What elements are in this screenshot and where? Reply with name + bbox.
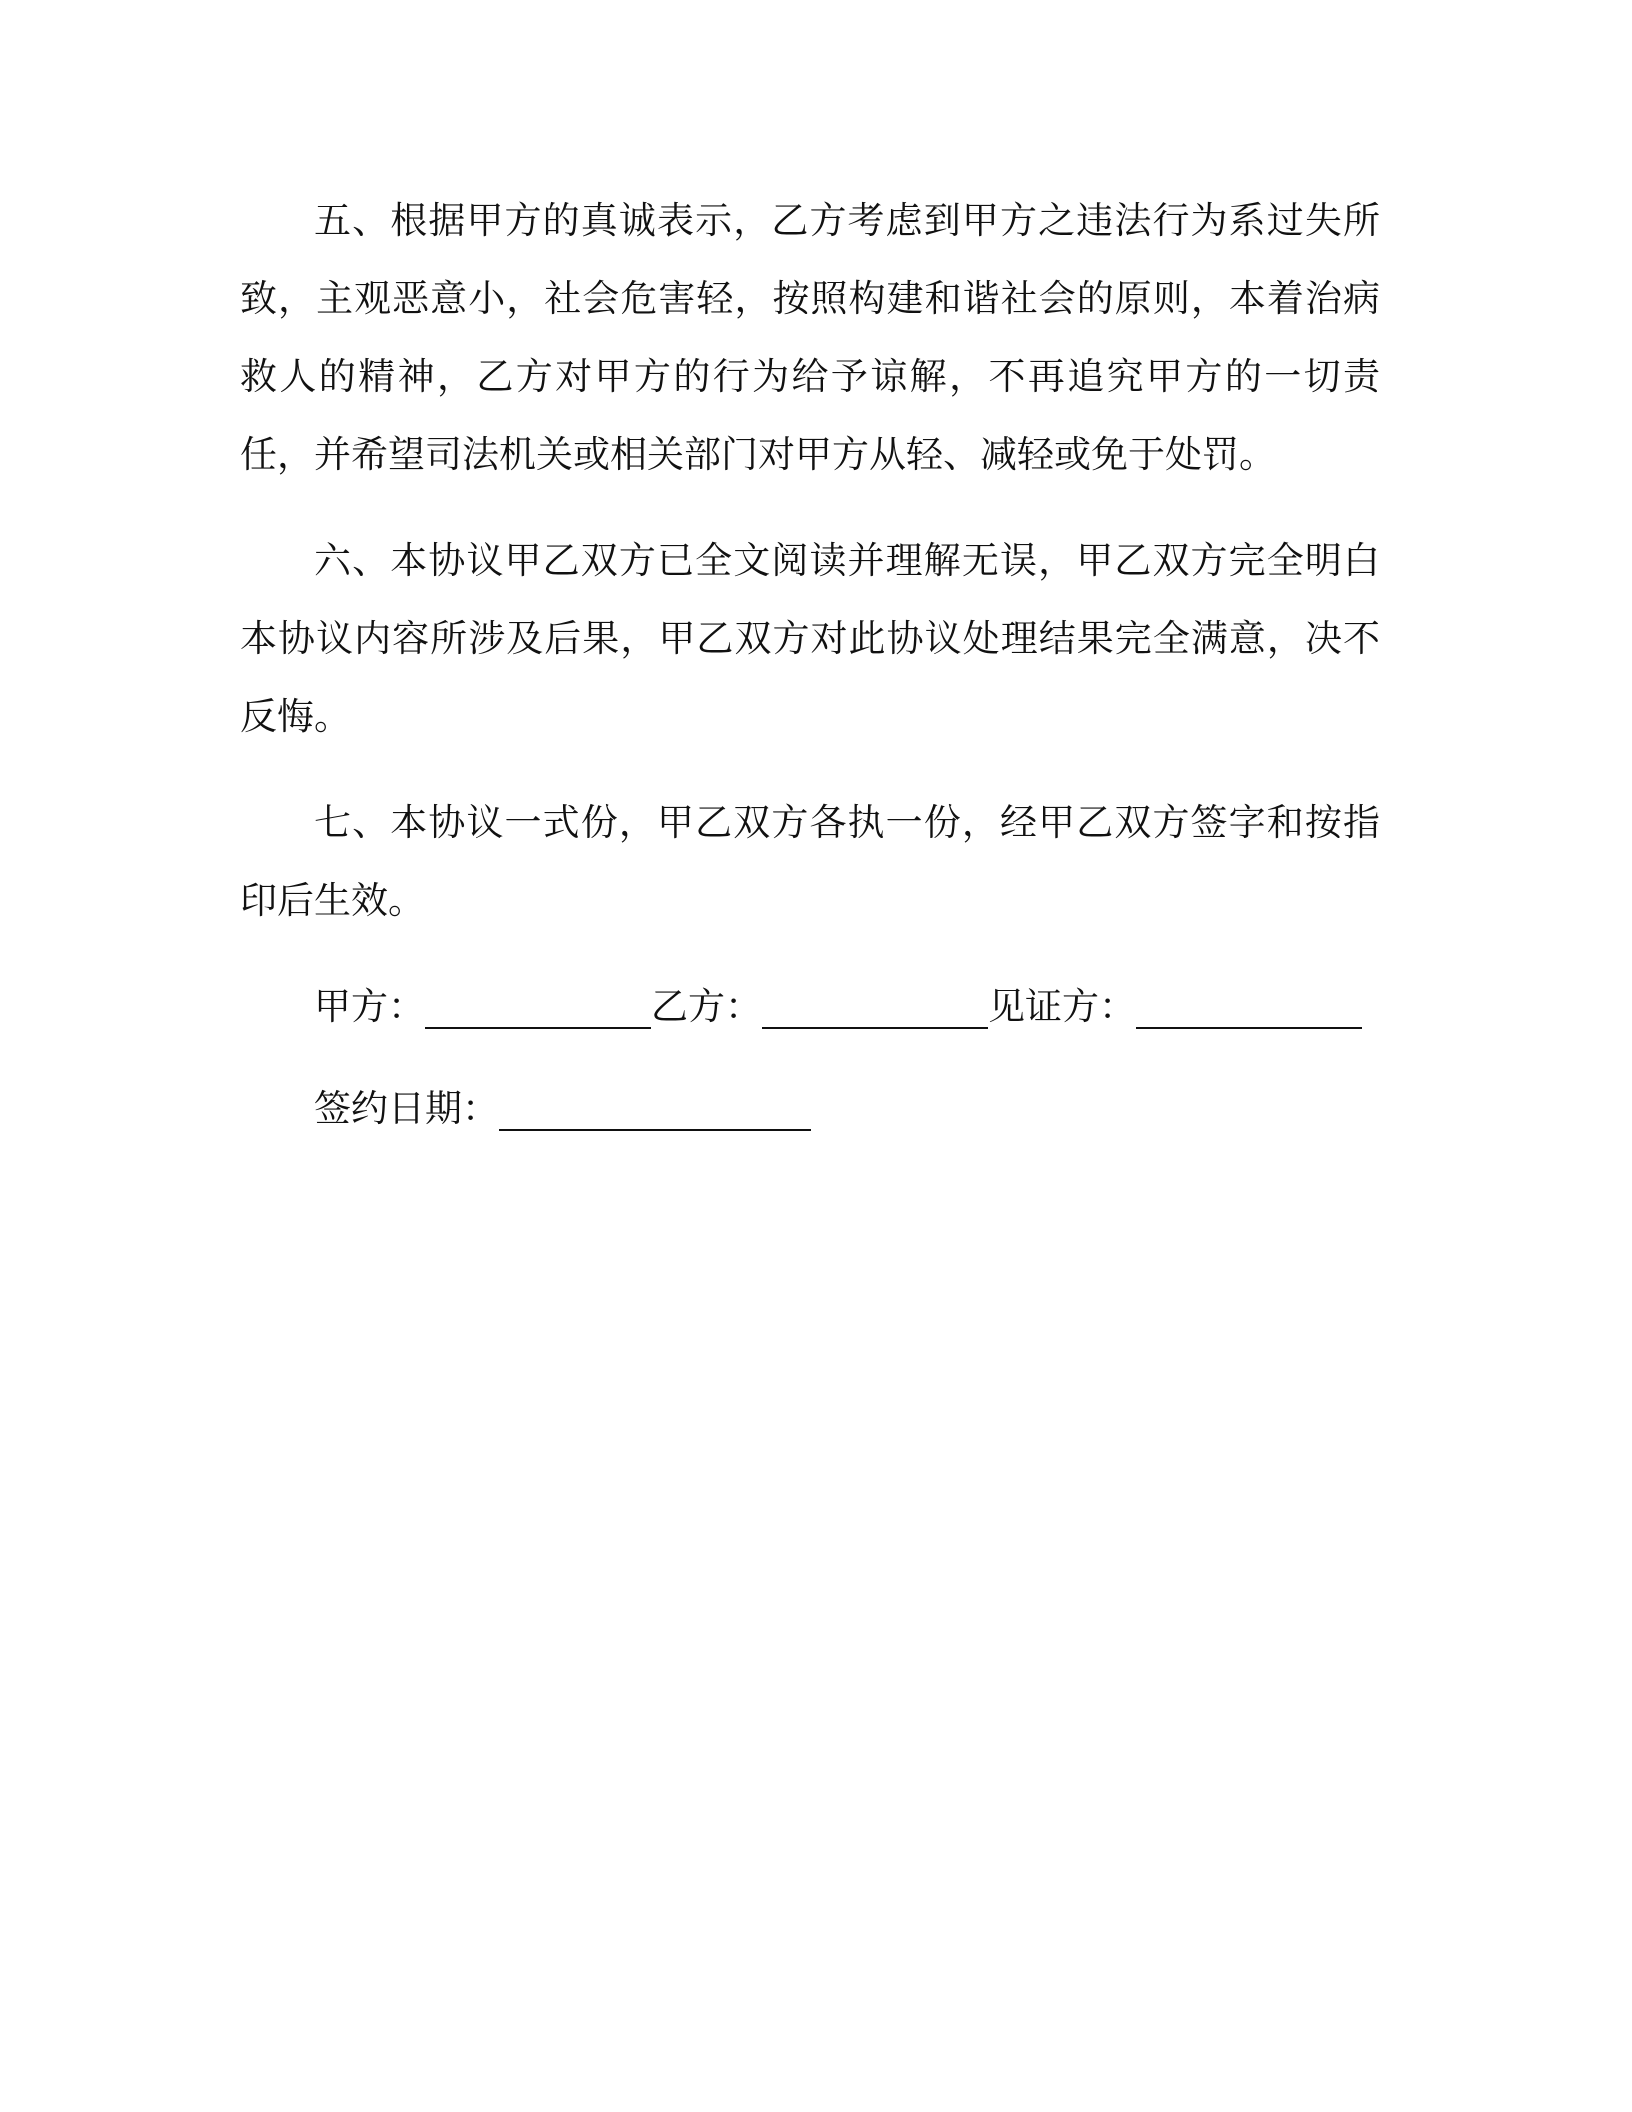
clause-7-paragraph: 七、本协议一式份，甲乙双方各执一份，经甲乙双方签字和按指印后生效。 <box>240 801 1380 922</box>
witness-signature-blank[interactable] <box>1136 977 1362 1029</box>
signing-date-label: 签约日期： <box>314 1087 499 1130</box>
signing-date-line <box>240 1070 1380 1148</box>
witness-label: 见证方： <box>988 985 1136 1028</box>
document-body <box>240 182 1380 1172</box>
party-a-label: 甲方： <box>314 985 425 1028</box>
party-b-label: 乙方： <box>651 985 762 1028</box>
signing-date-blank[interactable] <box>499 1079 811 1131</box>
party-b-signature-blank[interactable] <box>762 977 988 1029</box>
clause-6-paragraph: 六、本协议甲乙双方已全文阅读并理解无误，甲乙双方完全明白本协议内容所涉及后果，甲乙双方对此协议处理结果完全满意，决不反悔。 <box>240 539 1380 738</box>
clause-5-paragraph: 五、根据甲方的真诚表示，乙方考虑到甲方之违法行为系过失所致，主观恶意小，社会危害轻，按照构建和谐社会的原则，本着治病救人的精神，乙方对甲方的行为给予谅解，不再追究甲方的一切责任，并希望司法机关或相关部门对甲方从轻、减轻或免于处罚。 <box>240 199 1380 476</box>
signature-line <box>240 968 1380 1046</box>
party-a-signature-blank[interactable] <box>425 977 651 1029</box>
